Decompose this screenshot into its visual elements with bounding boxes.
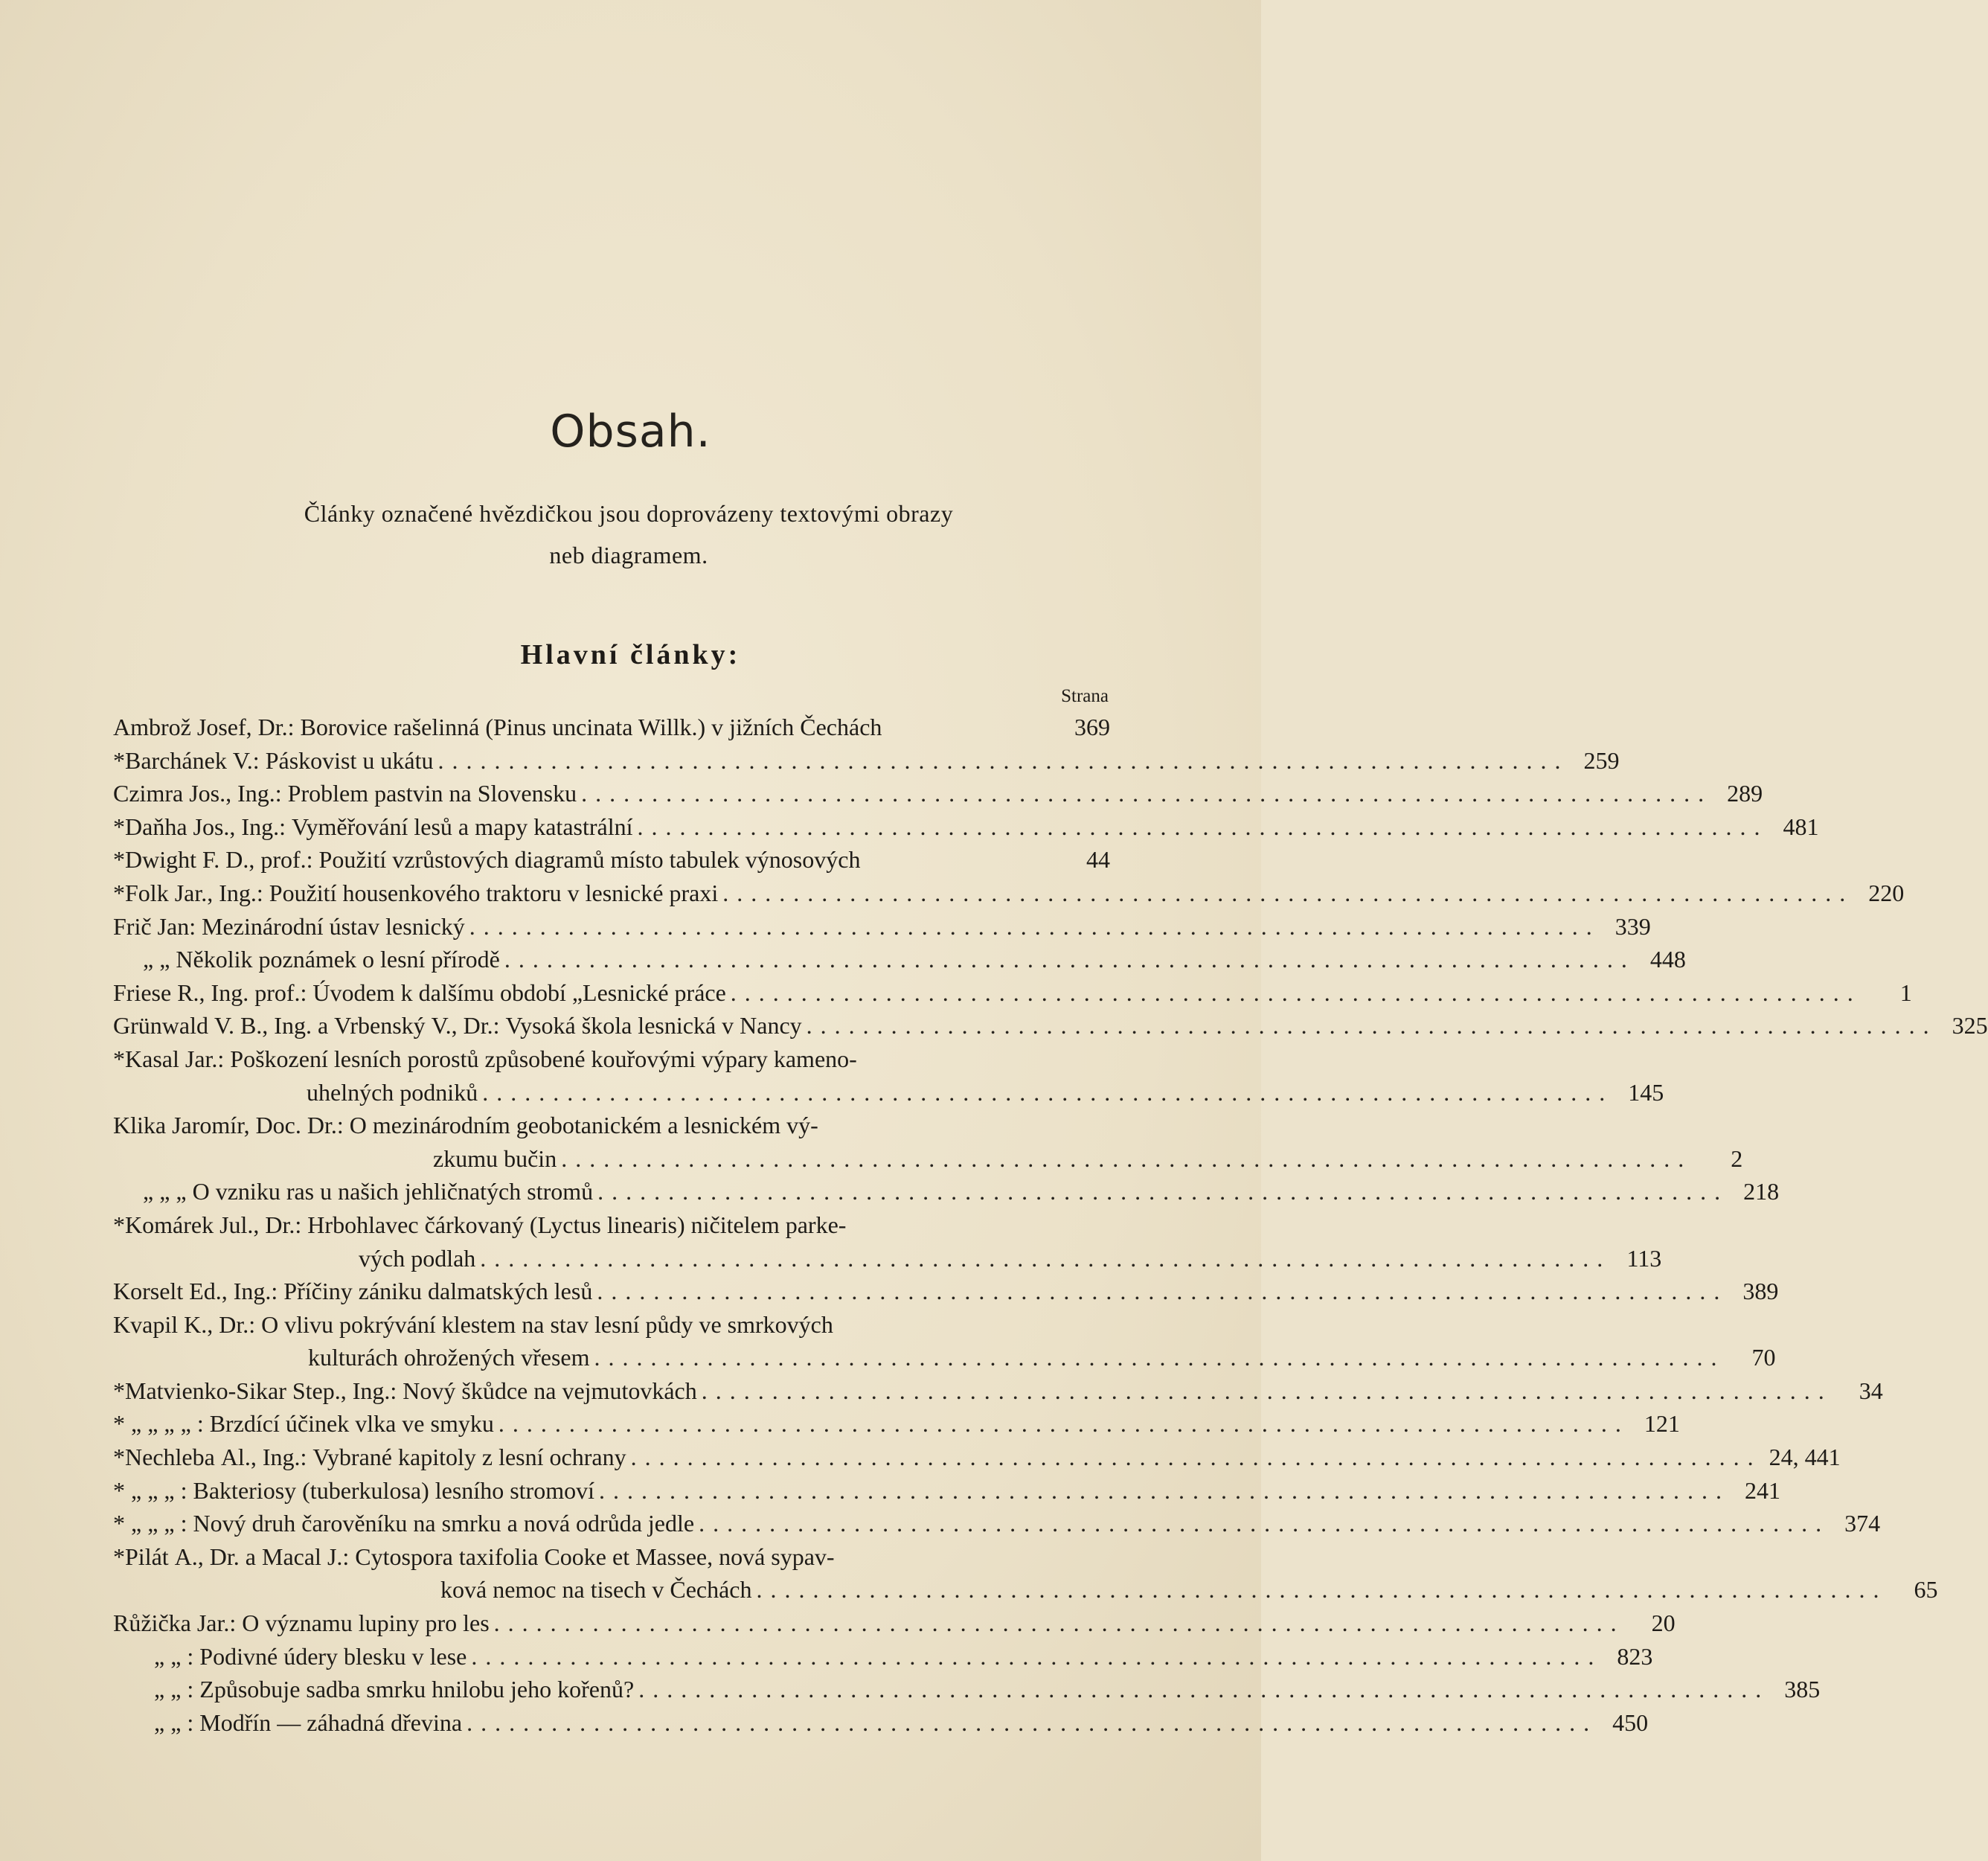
toc-entry-page: 325 — [1952, 1012, 1988, 1040]
toc-entry-title: Vybrané kapitoly z lesní ochrany — [312, 1444, 626, 1471]
toc-entry-author: Korselt Ed., Ing.: — [113, 1278, 284, 1305]
toc-entry-author: *Barchánek V.: — [113, 746, 266, 774]
dot-leader: ................................................................................ — [701, 1377, 1833, 1404]
toc-entry — [113, 1009, 1988, 1042]
toc-entry — [113, 1374, 1883, 1408]
dot-leader: ................................................................................ — [594, 1344, 1725, 1371]
toc-entry-title: Borovice rašelinná (Pinus uncinata Willk.) v jižních Čechách — [300, 714, 882, 740]
subtitle-line-2: neb diagramem. — [549, 542, 708, 568]
dot-leader: ................................................................................ — [637, 813, 1769, 840]
toc-entry-title: O vzniku ras u našich jehličnatých stromů — [192, 1178, 594, 1205]
toc-entry — [113, 877, 1905, 910]
toc-entry-title: Brzdící účinek vlka ve smyku — [209, 1410, 494, 1438]
dot-leader: ................................................................................ — [471, 1642, 1603, 1670]
dot-leader: ................................................................................ — [561, 1144, 1693, 1172]
toc-entry — [113, 843, 1110, 877]
toc-entry — [113, 943, 1686, 976]
toc-entry-title: Vysoká škola lesnická v Nancy — [505, 1012, 802, 1040]
dot-leader: ................................................................................ — [480, 1244, 1612, 1272]
toc-entry-author: *Daňha Jos., Ing.: — [113, 813, 292, 840]
toc-entry — [113, 1142, 1743, 1176]
dot-leader: ................................................................................ — [597, 1178, 1729, 1205]
toc-entry-page: 44 — [1086, 846, 1110, 874]
toc-entry-title: Nový druh čarověníku na smrku a nová odrůda jedle — [193, 1510, 695, 1537]
toc-entry — [113, 711, 1110, 744]
toc-entry-title: Způsobuje sadba smrku hnilobu jeho kořenů? — [199, 1676, 635, 1703]
toc-entry — [113, 1673, 1821, 1706]
dot-leader: ................................................................................ — [806, 1012, 1937, 1040]
toc-entry-title: kulturách ohrožených vřesem — [308, 1344, 590, 1371]
table-of-contents — [113, 711, 1988, 1739]
toc-entry-page: 2 — [1731, 1144, 1743, 1172]
toc-entry-author: Kvapil K., Dr.: — [113, 1310, 262, 1338]
toc-entry — [113, 1341, 1776, 1374]
toc-entry-title: Použití housenkového traktoru v lesnické praxi — [269, 879, 719, 906]
toc-entry-title: uhelných podniků — [307, 1078, 478, 1106]
toc-entry-page: 374 — [1844, 1510, 1881, 1537]
toc-entry-author: „ „ : — [154, 1676, 200, 1703]
toc-entry — [113, 910, 1651, 944]
toc-entry-author: *Kasal Jar.: — [113, 1045, 231, 1072]
toc-entry — [113, 1507, 1881, 1540]
toc-entry-page: 34 — [1859, 1377, 1883, 1404]
dot-leader: ................................................................................ — [699, 1510, 1830, 1537]
toc-entry-page: 24, 441 — [1769, 1444, 1841, 1471]
dot-leader: ................................................................................ — [598, 1476, 1730, 1504]
toc-entry — [113, 1308, 1110, 1342]
toc-entry-author: „ „ : — [154, 1708, 200, 1736]
toc-entry-page: 241 — [1744, 1476, 1780, 1504]
dot-leader: ................................................................................ — [597, 1278, 1728, 1305]
toc-entry-page: 369 — [1074, 714, 1110, 740]
toc-entry-author: * „ „ „ : — [113, 1510, 193, 1537]
toc-entry-title: Mezinárodní ústav lesnický — [202, 912, 465, 940]
toc-entry-author: Friese R., Ing. prof.: — [113, 978, 313, 1006]
toc-entry-author: Klika Jaromír, Doc. Dr.: — [113, 1112, 350, 1139]
toc-entry-title: Problem pastvin na Slovensku — [287, 780, 577, 807]
toc-entry-page: 450 — [1612, 1708, 1649, 1736]
toc-entry-author: *Nechleba Al., Ing.: — [113, 1444, 313, 1471]
toc-entry-title: ková nemoc na tisech v Čechách — [440, 1576, 752, 1604]
toc-entry-page: 339 — [1615, 912, 1651, 940]
toc-entry-author: * „ „ „ „ : — [113, 1410, 210, 1438]
toc-entry-author: * „ „ „ : — [113, 1476, 193, 1504]
toc-entry-title: O významu lupiny pro les — [242, 1609, 490, 1637]
toc-entry-page: 481 — [1783, 813, 1819, 840]
toc-entry-page: 1 — [1899, 978, 1912, 1006]
toc-entry-title: Použití vzrůstových diagramů místo tabulek výnosových — [318, 846, 861, 874]
toc-entry — [113, 1640, 1653, 1673]
toc-entry-page: 259 — [1583, 746, 1620, 774]
toc-entry-author: „ „ — [143, 946, 176, 973]
subtitle-line-1: Články označené hvězdičkou jsou doprovázeny textovými obrazy — [304, 500, 954, 527]
toc-entry-page: 218 — [1743, 1178, 1780, 1205]
dot-leader: ................................................................................ — [504, 946, 1635, 973]
toc-entry-title: Podivné údery blesku v lese — [199, 1642, 467, 1670]
toc-entry-author: *Dwight F. D., prof.: — [113, 846, 319, 874]
toc-entry-title: vých podlah — [359, 1244, 476, 1272]
toc-entry-page: 113 — [1626, 1244, 1662, 1272]
dot-leader: ................................................................................ — [469, 912, 1600, 940]
toc-entry-title: O mezinárodním geobotanickém a lesnickém vý- — [349, 1112, 818, 1139]
toc-entry-page: 389 — [1742, 1278, 1779, 1305]
toc-entry-title: Úvodem k dalšímu období „Lesnické práce — [312, 978, 726, 1006]
toc-entry-author: Ambrož Josef, Dr.: — [113, 714, 301, 740]
toc-entry-title: Páskovist u ukátu — [265, 746, 434, 774]
subtitle — [208, 493, 1049, 576]
toc-entry-author: *Folk Jar., Ing.: — [113, 879, 269, 906]
dot-leader: ................................................................................ — [756, 1576, 1888, 1604]
dot-leader: ................................................................................ — [581, 780, 1713, 807]
dot-leader: ................................................................................ — [722, 879, 1854, 906]
toc-entry — [113, 1573, 1938, 1607]
toc-entry-page: 121 — [1644, 1410, 1680, 1438]
toc-entry-author: *Matvienko-Sikar Step., Ing.: — [113, 1377, 403, 1404]
toc-entry-author: „ „ : — [154, 1642, 200, 1670]
toc-entry-author: *Pilát A., Dr. a Macal J.: — [113, 1543, 356, 1570]
toc-entry — [113, 810, 1819, 844]
toc-entry-title: Poškození lesních porostů způsobené kouřovými výpary kameno- — [230, 1045, 857, 1072]
toc-entry-title: Nový škůdce na vejmutovkách — [403, 1377, 697, 1404]
toc-entry — [113, 1208, 1110, 1242]
dot-leader: ................................................................................ — [437, 746, 1569, 774]
toc-entry-title: Hrbohlavec čárkovaný (Lyctus linearis) ničitelem parke- — [307, 1211, 847, 1238]
toc-entry — [113, 1474, 1780, 1508]
toc-entry — [113, 1076, 1664, 1109]
toc-entry-title: Vyměřování lesů a mapy katastrální — [291, 813, 633, 840]
dot-leader: ................................................................................ — [498, 1410, 1629, 1438]
toc-entry — [113, 1275, 1779, 1308]
toc-entry-page: 385 — [1784, 1676, 1821, 1703]
toc-entry-title: Bakteriosy (tuberkulosa) lesního stromoví — [193, 1476, 594, 1504]
toc-entry — [113, 1407, 1680, 1441]
toc-entry — [113, 1242, 1662, 1275]
toc-entry — [113, 1540, 1110, 1574]
toc-entry-page: 448 — [1649, 946, 1686, 973]
toc-entry-page: 20 — [1651, 1609, 1676, 1637]
toc-entry-page: 823 — [1617, 1642, 1653, 1670]
dot-leader: ................................................................................ — [638, 1676, 1770, 1703]
toc-entry-author: Frič Jan: — [113, 912, 202, 940]
toc-entry — [113, 1175, 1780, 1208]
dot-leader: ................................................................................ — [730, 978, 1862, 1006]
toc-entry-title: Cytospora taxifolia Cooke et Massee, nová sypav- — [355, 1543, 835, 1570]
toc-entry-author: „ „ „ — [143, 1178, 193, 1205]
toc-entry-page: 289 — [1727, 780, 1763, 807]
toc-entry-page: 70 — [1751, 1344, 1776, 1371]
toc-entry — [113, 744, 1620, 778]
section-heading: Hlavní články: — [520, 639, 741, 670]
toc-entry-author: Grünwald V. B., Ing. a Vrbenský V., Dr.: — [113, 1012, 506, 1040]
dot-leader: ................................................................................ — [493, 1609, 1625, 1637]
toc-entry — [113, 1706, 1649, 1740]
toc-entry-page: 65 — [1914, 1576, 1938, 1604]
toc-entry — [113, 777, 1763, 810]
toc-entry-title: O vlivu pokrývání klestem na stav lesní půdy ve smrkových — [261, 1310, 833, 1338]
toc-entry — [113, 976, 1912, 1010]
toc-entry-author: *Komárek Jul., Dr.: — [113, 1211, 308, 1238]
toc-entry-author: Czimra Jos., Ing.: — [113, 780, 288, 807]
toc-entry-author: Růžička Jar.: — [113, 1609, 243, 1637]
page-column-label: Strana — [1061, 686, 1109, 706]
toc-entry-title: zkumu bučin — [433, 1144, 557, 1172]
dot-leader: ................................................................................ — [466, 1708, 1598, 1736]
toc-entry — [113, 1109, 1110, 1142]
toc-entry-page: 145 — [1628, 1078, 1664, 1106]
toc-entry-page: 220 — [1868, 879, 1905, 906]
toc-entry-title: Modřín — záhadná dřevina — [199, 1708, 463, 1736]
toc-entry — [113, 1607, 1676, 1640]
dot-leader: ................................................................................ — [482, 1078, 1614, 1106]
page-title: Obsah. — [550, 406, 711, 458]
toc-entry-title: Příčiny zániku dalmatských lesů — [283, 1278, 593, 1305]
toc-entry — [113, 1042, 1110, 1076]
dot-leader: ................................................................................ — [630, 1444, 1762, 1471]
toc-entry — [113, 1441, 1841, 1474]
toc-entry-title: Několik poznámek o lesní přírodě — [176, 946, 500, 973]
